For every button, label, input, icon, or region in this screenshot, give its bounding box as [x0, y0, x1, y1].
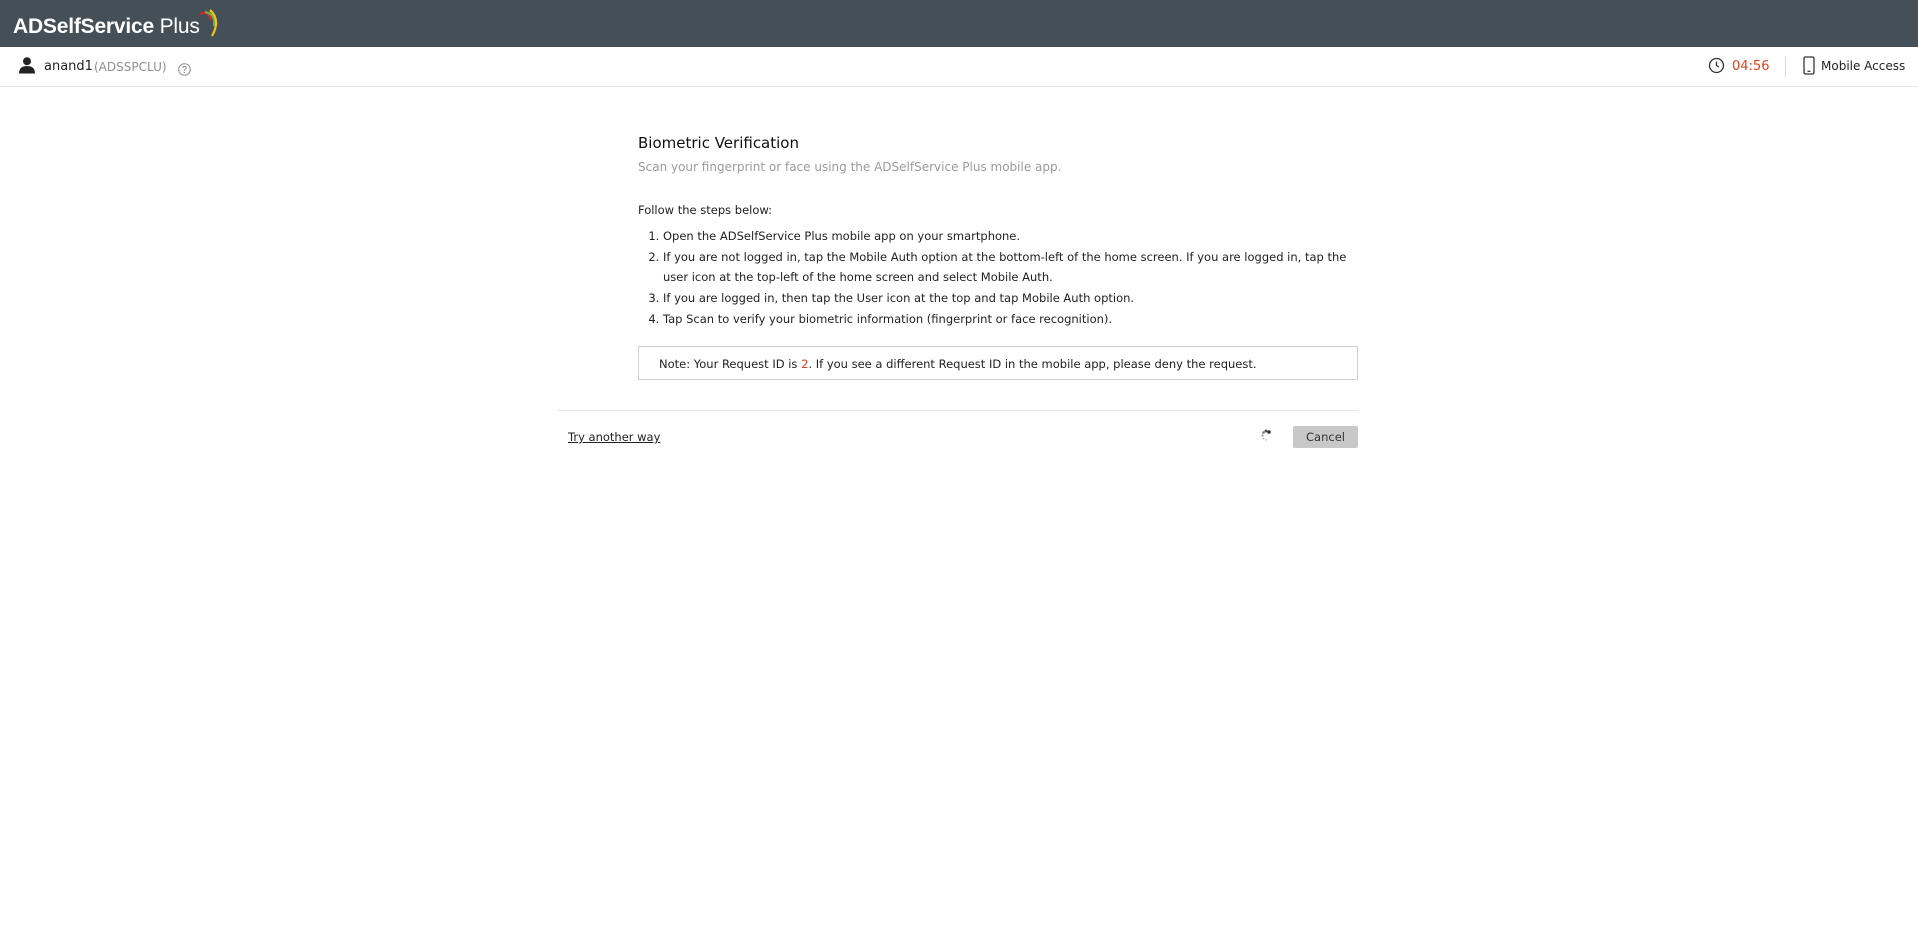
page-title: Biometric Verification	[638, 134, 799, 152]
logo-arc-icon	[197, 8, 219, 42]
user-bar	[0, 47, 1918, 87]
mobile-phone-icon[interactable]	[1803, 56, 1815, 79]
session-timer: 04:56	[1732, 59, 1770, 74]
step-item: 3. If you are logged in, then tap the User icon at the top and tap Mobile Auth option.	[663, 288, 1358, 309]
request-id-note	[638, 346, 1358, 380]
divider	[1785, 57, 1786, 77]
mobile-access-link[interactable]: Mobile Access	[1821, 59, 1906, 73]
page-subtitle: Scan your fingerprint or face using the ADSelfService Plus mobile app.	[638, 160, 1062, 174]
timer-icon	[1708, 57, 1725, 78]
request-id: 2	[801, 357, 809, 371]
steps-list	[638, 226, 1358, 330]
loading-spinner-icon	[1257, 428, 1273, 448]
logo-text: ADSelfService Plus	[13, 15, 200, 38]
try-another-way-link[interactable]: Try another way	[568, 430, 661, 444]
steps-heading: Follow the steps below:	[638, 203, 773, 217]
app-header	[0, 0, 1918, 47]
note-prefix: Note: Your Request ID is	[659, 357, 802, 371]
footer-divider	[558, 410, 1358, 411]
note-suffix: . If you see a different Request ID in the mobile app, please deny the request.	[808, 357, 1257, 371]
step-item: 4. Tap Scan to verify your biometric information (fingerprint or face recognition).	[663, 309, 1358, 330]
user-icon	[18, 56, 36, 78]
user-domain: (ADSSPCLU)	[94, 60, 167, 74]
cancel-button[interactable]: Cancel	[1293, 426, 1358, 448]
step-item: 2. If you are not logged in, tap the Mobile Auth option at the bottom-left of the home screen. If you are logged in, tap the user icon at the top-left of the home screen and select Mobile Auth.	[663, 247, 1358, 288]
app-logo	[13, 6, 219, 42]
step-item: 1. Open the ADSelfService Plus mobile app on your smartphone.	[663, 226, 1358, 247]
username: anand1	[44, 59, 93, 74]
help-icon[interactable]	[178, 61, 191, 80]
